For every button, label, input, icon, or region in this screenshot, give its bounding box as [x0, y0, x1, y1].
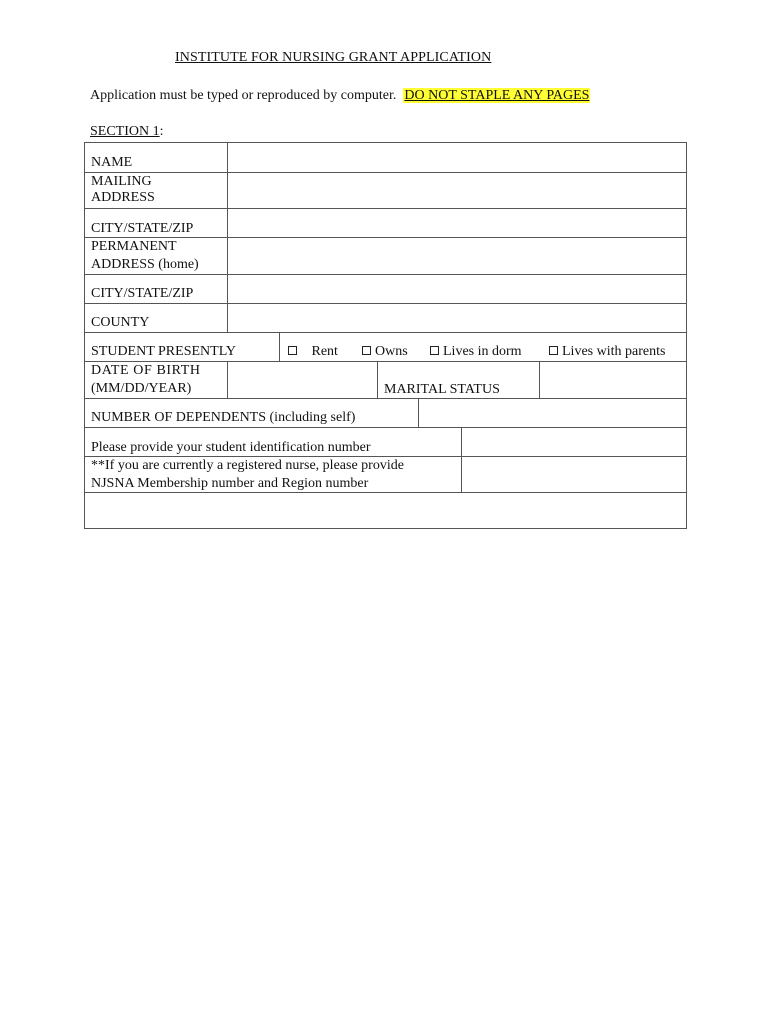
option-lives-with-parents[interactable]: Lives with parents — [549, 343, 665, 360]
marital-status-field[interactable] — [540, 362, 686, 398]
instruction-text: Application must be typed or reproduced by computer. — [90, 88, 397, 103]
name-label: NAME — [91, 155, 133, 170]
rn-membership-label-2: NJSNA Membership number and Region number — [91, 476, 369, 491]
section-heading: SECTION 1: — [90, 124, 164, 139]
permanent-city-state-zip-field[interactable] — [228, 275, 686, 303]
checkbox-icon[interactable] — [549, 346, 558, 355]
option-lives-in-dorm[interactable]: Lives in dorm — [430, 343, 522, 360]
date-of-birth-field[interactable] — [228, 362, 377, 398]
column-divider — [377, 361, 378, 398]
city-state-zip-label-2: CITY/STATE/ZIP — [91, 286, 194, 301]
row-divider — [85, 332, 686, 333]
blank-row-field[interactable] — [85, 493, 686, 528]
rn-membership-label: **If you are currently a registered nurse, please provide — [91, 458, 404, 473]
city-state-zip-label: CITY/STATE/ZIP — [91, 221, 194, 236]
checkbox-icon[interactable] — [430, 346, 439, 355]
student-id-field[interactable] — [462, 428, 686, 456]
section-label: SECTION 1 — [90, 124, 160, 139]
date-of-birth-label: DATE OF BIRTH — [91, 363, 201, 378]
marital-status-label: MARITAL STATUS — [384, 382, 500, 397]
dependents-field[interactable] — [419, 399, 686, 427]
rn-membership-field[interactable] — [462, 457, 686, 492]
mailing-address-label-2: ADDRESS — [91, 190, 155, 205]
mailing-address-field[interactable] — [228, 173, 686, 208]
county-field[interactable] — [228, 304, 686, 332]
dependents-label: NUMBER OF DEPENDENTS (including self) — [91, 410, 356, 425]
name-field[interactable] — [228, 143, 686, 172]
instructions — [90, 88, 590, 104]
permanent-address-field[interactable] — [228, 238, 686, 274]
option-rent[interactable]: Rent — [288, 343, 338, 360]
form-title: INSTITUTE FOR NURSING GRANT APPLICATION — [175, 50, 492, 65]
checkbox-icon[interactable] — [288, 346, 297, 355]
county-label: COUNTY — [91, 315, 150, 330]
mailing-address-label: MAILING — [91, 174, 152, 189]
permanent-address-label: PERMANENT — [91, 239, 177, 254]
permanent-address-label-2: ADDRESS (home) — [91, 257, 199, 272]
student-id-label: Please provide your student identification number — [91, 440, 371, 455]
city-state-zip-field[interactable] — [228, 209, 686, 237]
student-presently-label: STUDENT PRESENTLY — [91, 344, 236, 359]
option-owns[interactable]: Owns — [362, 343, 408, 360]
application-form-table — [84, 142, 687, 529]
staple-warning: DO NOT STAPLE ANY PAGES — [404, 88, 590, 103]
date-of-birth-format-label: (MM/DD/YEAR) — [91, 381, 192, 396]
checkbox-icon[interactable] — [362, 346, 371, 355]
column-divider — [279, 332, 280, 361]
